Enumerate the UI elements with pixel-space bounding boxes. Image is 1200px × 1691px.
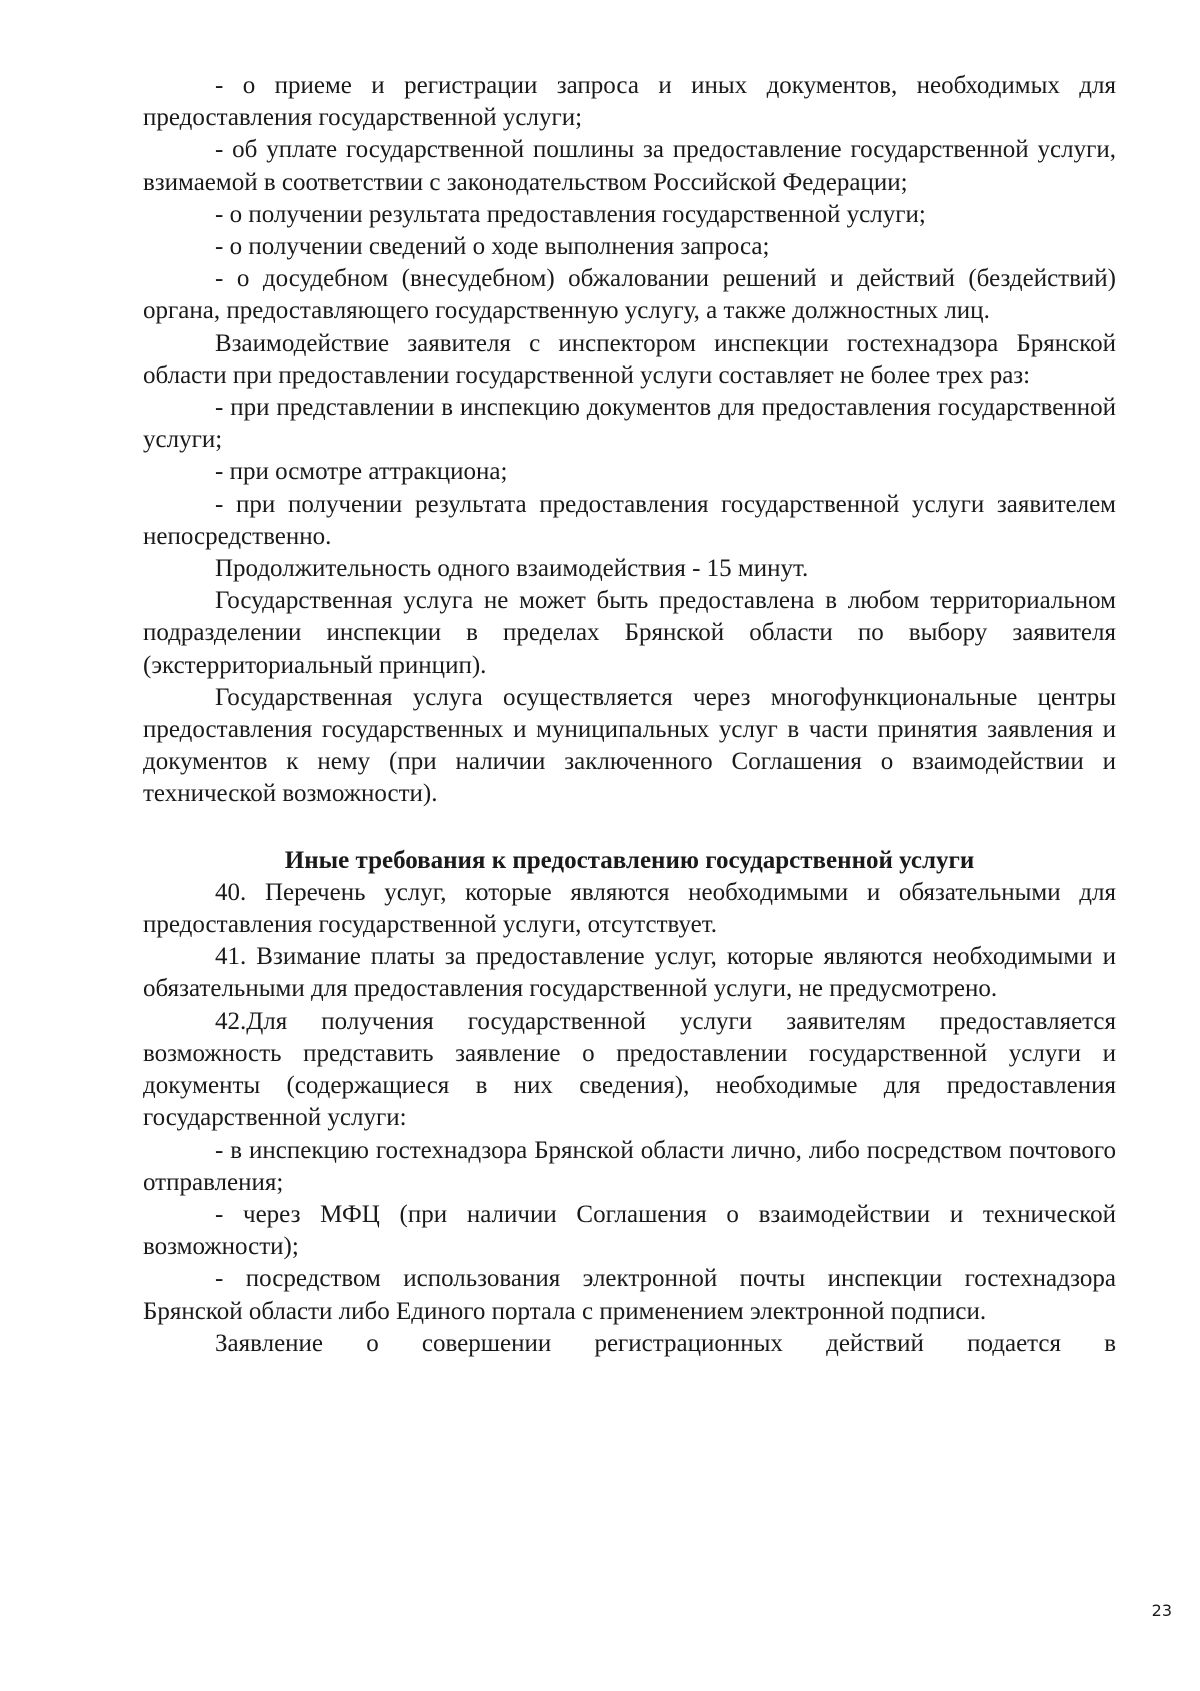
paragraph: - о досудебном (внесудебном) обжаловании решений и действий (бездействий) органа, предоставляющего государственную услугу, а также должностных лиц. xyxy=(143,265,1116,325)
paragraph: 42.Для получения государственной услуги заявителям предоставляется возможность представить заявление о предоставлении государственной услуги и документы (содержащиеся в них сведения), необходимые для предоставления государственной услуги: xyxy=(143,1007,1116,1132)
paragraph: - о получении результата предоставления государственной услуги; xyxy=(215,200,926,228)
paragraph: - посредством использования электронной почты инспекции гостехнадзора Брянской области либо Единого портала с применением электронной подписи. xyxy=(143,1265,1116,1325)
paragraph: Государственная услуга не может быть предоставлена в любом территориальном подразделении инспекции в пределах Брянской области по выбору заявителя (экстерриториальный принцип). xyxy=(143,587,1116,679)
document-page xyxy=(143,70,1116,1360)
paragraph: Заявление о совершении регистрационных действий подается в xyxy=(215,1329,1116,1357)
paragraph: Взаимодействие заявителя с инспектором инспекции гостехнадзора Брянской области при предоставлении государственной услуги составляет не более трех раз: xyxy=(143,329,1116,389)
paragraph: - о приеме и регистрации запроса и иных документов, необходимых для предоставления государственной услуги; xyxy=(143,72,1116,132)
page-number: 23 xyxy=(1151,1601,1172,1620)
paragraph: Государственная услуга осуществляется через многофункциональные центры предоставления государственных и муниципальных услуг в части принятия заявления и документов к нему (при наличии заключенного Соглашения о взаимодействии и технической возможности). xyxy=(143,683,1116,808)
paragraph: Продолжительность одного взаимодействия - 15 минут. xyxy=(215,555,809,583)
paragraph: - через МФЦ (при наличии Соглашения о взаимодействии и технической возможности); xyxy=(143,1200,1116,1261)
paragraph: - об уплате государственной пошлины за предоставление государственной услуги, взимаемой в соответствии с законодательством Российской Федерации; xyxy=(143,136,1116,196)
paragraph: - при получении результата предоставления государственной услуги заявителем непосредственно. xyxy=(143,490,1116,550)
paragraph: - о получении сведений о ходе выполнения запроса; xyxy=(215,233,770,261)
paragraph: 40. Перечень услуг, которые являются необходимыми и обязательными для предоставления государственной услуги, отсутствует. xyxy=(143,878,1116,939)
paragraph: 41. Взимание платы за предоставление услуг, которые являются необходимыми и обязательными для предоставления государственной услуги, не предусмотрено. xyxy=(143,943,1116,1003)
section-heading: Иные требования к предоставлению государственной услуги xyxy=(284,846,975,874)
paragraph: - при представлении в инспекцию документов для предоставления государственной услуги; xyxy=(143,394,1116,454)
paragraph: - при осмотре аттракциона; xyxy=(215,458,508,486)
paragraph: - в инспекцию гостехнадзора Брянской области лично, либо посредством почтового отправления; xyxy=(143,1136,1116,1196)
